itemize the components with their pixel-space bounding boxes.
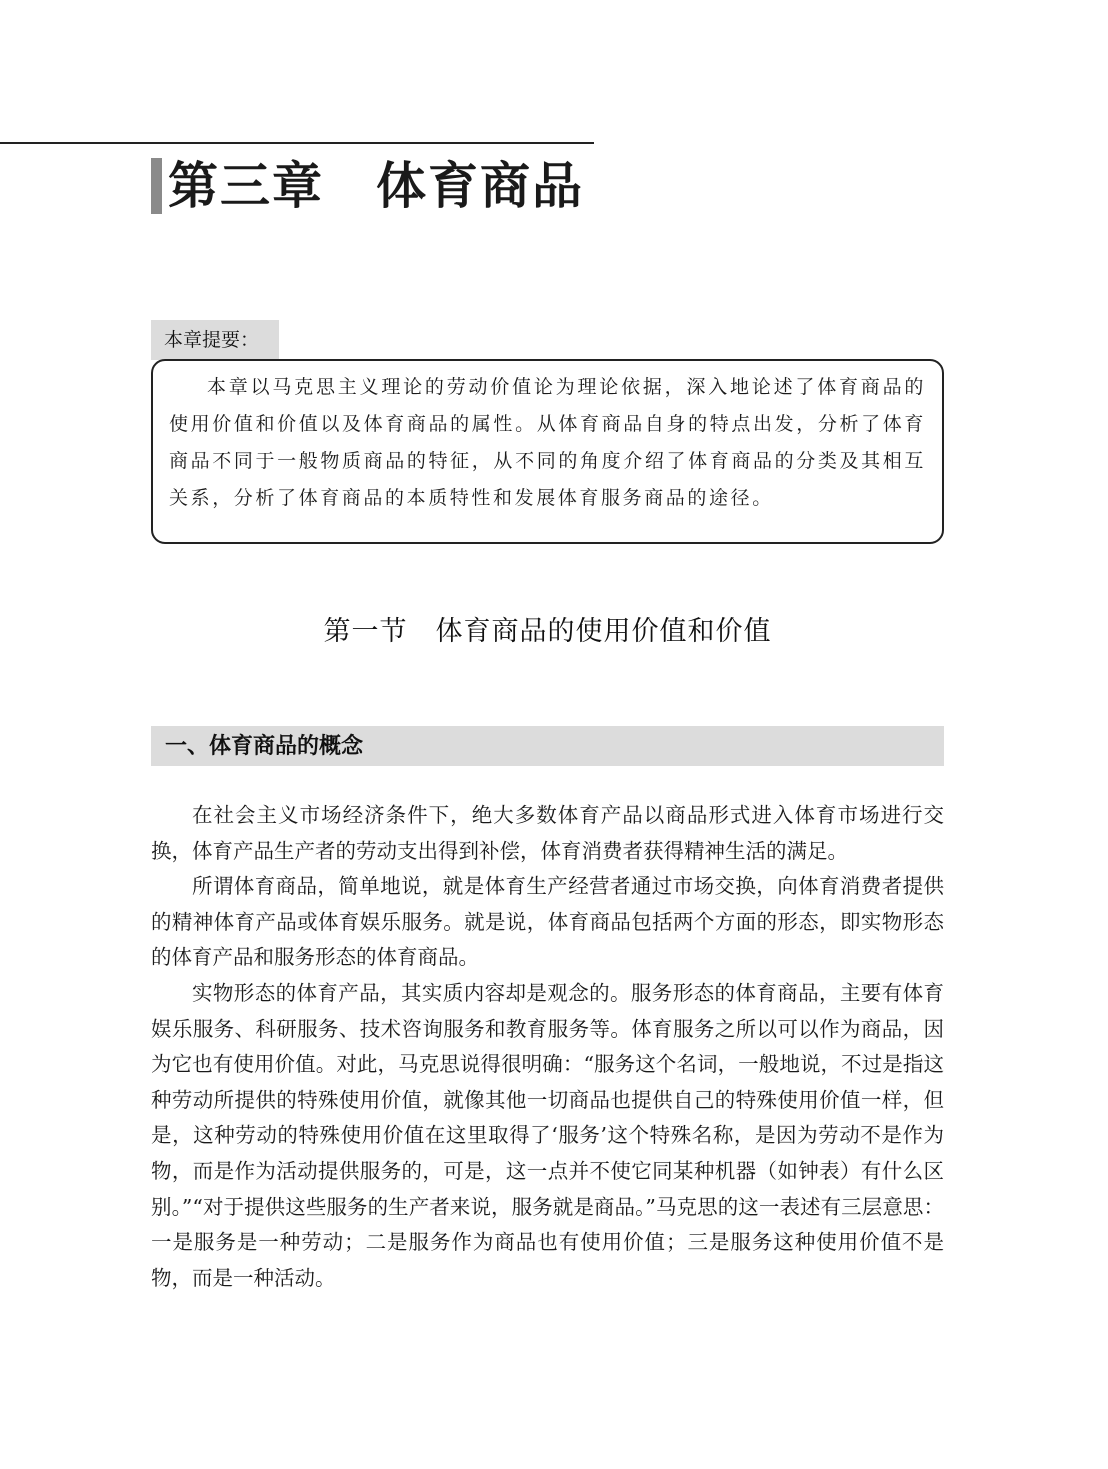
paragraph: 在社会主义市场经济条件下，绝大多数体育产品以商品形式进入体育市场进行交换，体育产品生产者的劳动支出得到补偿，体育消费者获得精神生活的满足。 xyxy=(151,803,944,863)
paragraph: 实物形态的体育产品，其实质内容却是观念的。服务形态的体育商品，主要有体育娱乐服务、科研服务、技术咨询服务和教育服务等。体育服务之所以可以作为商品，因为它也有使用价值。对此，马克思说得很明确：“服务这个名词，一般地说，不过是指这种劳动所提供的特殊使用价值，就像其他一切商品也提供自己的特殊使用价值一样，但是，这种劳动的特殊使用价值在这里取得了‘服务’这个特殊名称，是因为劳动不是作为物，而是作为活动提供服务的，可是，这一点并不使它同某种机器（如钟表）有什么区别。”“对于提供这些服务的生产者来说，服务就是商品。”马克思的这一表述有三层意思：一是服务是一种劳动；二是服务作为商品也有使用价值；三是服务这种使用价值不是物，而是一种活动。 xyxy=(151,980,944,1290)
subsection-title: 一、体育商品的概念 xyxy=(165,733,364,759)
chapter-title: 第三章 体育商品 xyxy=(168,156,584,215)
body-text xyxy=(151,798,944,1296)
section-title: 第一节 体育商品的使用价值和价值 xyxy=(323,616,772,647)
summary-text: 本章以马克思主义理论的劳动价值论为理论依据，深入地论述了体育商品的使用价值和价值以及体育商品的属性。从体育商品自身的特点出发，分析了体育商品不同于一般物质商品的特征，从不同的角度介绍了体育商品的分类及其相互关系，分析了体育商品的本质特性和发展体育服务商品的途径。 xyxy=(169,376,926,509)
header-rule xyxy=(0,142,594,144)
chapter-marker-bar xyxy=(151,158,162,214)
summary-box xyxy=(151,359,944,544)
summary-label: 本章提要： xyxy=(151,320,279,360)
paragraph: 所谓体育商品，简单地说，就是体育生产经营者通过市场交换，向体育消费者提供的精神体育产品或体育娱乐服务。就是说，体育商品包括两个方面的形态，即实物形态的体育产品和服务形态的体育商品。 xyxy=(151,874,944,970)
chapter-heading xyxy=(151,158,584,214)
subsection-heading xyxy=(151,726,944,766)
